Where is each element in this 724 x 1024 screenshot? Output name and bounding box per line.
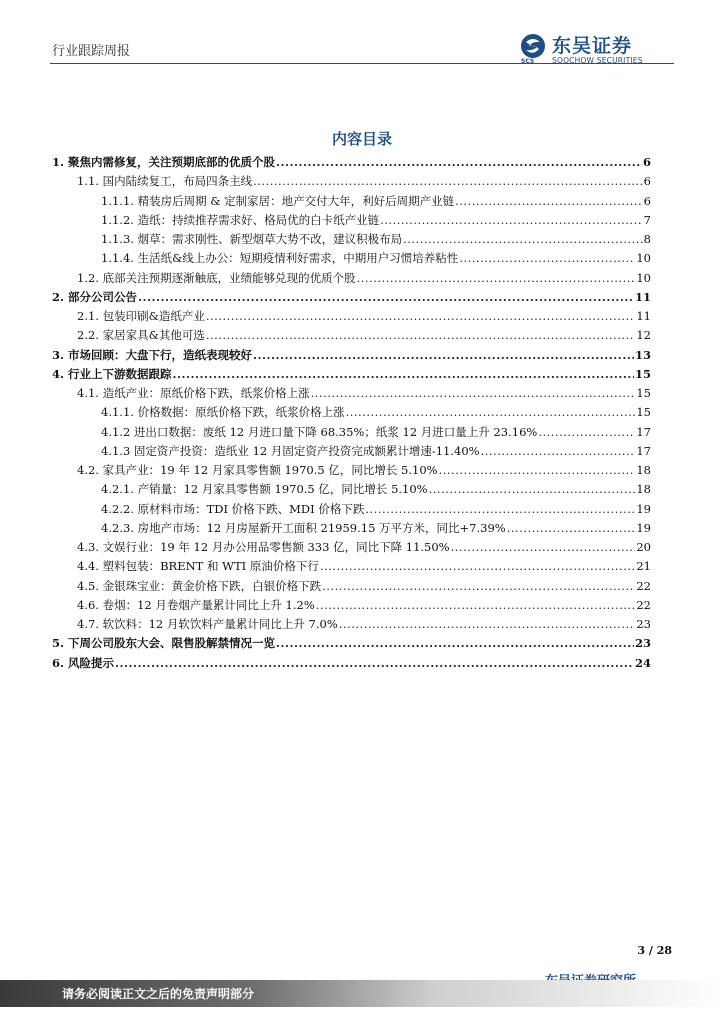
toc-entry[interactable]	[52, 462, 651, 481]
toc-entry-page: 23	[634, 636, 651, 651]
toc-entry-label: 1.1.4. 生活纸&线上办公：短期疫情利好需求，中期用户习惯培养粘性	[101, 251, 459, 266]
toc-leader-dots	[380, 213, 643, 227]
toc-entry-page: 13	[634, 347, 651, 362]
toc-leader-dots	[320, 559, 636, 573]
toc-entry[interactable]	[52, 424, 651, 443]
soochow-securities-logo	[520, 31, 672, 65]
toc-entry[interactable]	[52, 578, 651, 597]
toc-entry[interactable]	[52, 501, 651, 520]
toc-entry[interactable]	[52, 597, 651, 616]
toc-entry-label: 1.1.1. 精装房后周期 & 定制家居：地产交付大年，利好后周期产业链	[101, 193, 455, 208]
toc-leader-dots	[429, 482, 636, 496]
toc-entry-label: 4.7. 软饮料：12 月软饮料产量累计同比上升 7.0%	[77, 617, 338, 631]
toc-entry-page: 15	[636, 386, 651, 400]
toc-entry-label: 4.1.1. 价格数据：原纸价格下跌，纸浆价格上涨	[101, 405, 345, 420]
toc-entry-page: 19	[636, 520, 651, 535]
toc-leader-dots	[451, 540, 636, 554]
toc-entry-page: 6	[642, 155, 651, 169]
toc-entry-page: 18	[636, 463, 651, 477]
logo-chinese-name: 东吴证券	[552, 35, 633, 57]
toc-entry-label: 2.2. 家居家具&其他可选	[77, 328, 205, 343]
toc-leader-dots	[322, 579, 635, 593]
toc-leader-dots	[339, 617, 636, 631]
toc-leader-dots	[316, 598, 636, 612]
toc-entry[interactable]	[52, 193, 651, 212]
toc-entry-page: 20	[636, 540, 651, 554]
disclaimer-text: 请务必阅读正文之后的免责声明部分	[62, 987, 255, 1001]
toc-entry[interactable]	[52, 173, 651, 192]
soochow-logo-icon	[520, 33, 546, 59]
toc-leader-dots	[365, 502, 635, 516]
footer-disclaimer-bar	[0, 980, 724, 1007]
toc-leader-dots	[253, 174, 643, 188]
toc-entry-page: 15	[634, 366, 651, 381]
toc-entry-page: 12	[636, 328, 651, 343]
toc-entry-label: 4.4. 塑料包装：BRENT 和 WTI 原油价格下行	[77, 559, 319, 574]
toc-leader-dots	[206, 309, 636, 323]
toc-leader-dots	[403, 232, 643, 246]
toc-entry-label: 1.1. 国内陆续复工，布局四条主线	[77, 174, 253, 189]
page-number: 3 / 28	[637, 944, 672, 957]
toc-entry-label: 4.2. 家具产业：19 年 12 月家具零售额 1970.5 亿，同比增长 5.10%	[77, 463, 438, 477]
toc-entry[interactable]	[52, 655, 651, 674]
toc-entry-page: 6	[643, 174, 651, 189]
toc-leader-dots	[357, 271, 636, 285]
toc-entry-page: 17	[636, 443, 651, 458]
toc-entry-label: 4.6. 卷烟：12 月卷烟产量累计同比上升 1.2%	[77, 597, 315, 612]
toc-leader-dots	[276, 636, 634, 650]
report-type-label: 行业跟踪周报	[52, 44, 131, 59]
toc-entry[interactable]	[52, 231, 651, 250]
toc-entry-label: 4.1.2 进出口数据：废纸 12 月进口量下降 68.35%；纸浆 12 月进口量上升 23.16%	[101, 424, 538, 439]
toc-entry-label: 6. 风险提示	[52, 655, 115, 670]
toc-entry-page: 10	[636, 270, 651, 285]
toc-leader-dots	[206, 328, 636, 342]
toc-entry-page: 11	[636, 309, 651, 323]
toc-entry-label: 4.2.3. 房地产市场：12 月房屋新开工面积 21959.15 万平方米，同比+7.39%	[101, 520, 506, 535]
logo-abbreviation: SCS	[521, 58, 535, 65]
toc-leader-dots	[481, 444, 636, 458]
toc-entry[interactable]	[52, 404, 651, 423]
toc-entry-label: 3. 市场回顾：大盘下行，造纸表现较好	[52, 347, 253, 362]
toc-leader-dots	[538, 425, 635, 439]
toc-entry-label: 5. 下周公司股东大会、限售股解禁情况一览	[52, 636, 276, 651]
toc-entry[interactable]	[52, 385, 651, 404]
toc-entry[interactable]	[52, 539, 651, 558]
toc-entry[interactable]	[52, 347, 651, 366]
toc-entry-page: 8	[643, 232, 651, 246]
toc-leader-dots	[173, 367, 634, 381]
toc-entry-label: 4.1.3 固定资产投资：造纸业 12 月固定资产投资完成额累计增速-11.40%	[101, 443, 480, 458]
toc-entry-page: 7	[643, 212, 651, 227]
toc-entry-page: 10	[636, 251, 651, 266]
toc-leader-dots	[459, 251, 635, 265]
toc-entry[interactable]	[52, 250, 651, 269]
toc-leader-dots	[276, 155, 642, 169]
toc-entry-label: 1. 聚焦内需修复，关注预期底部的优质个股	[52, 155, 276, 169]
toc-entry[interactable]	[52, 635, 651, 654]
logo-english-name: SOOCHOW SECURITIES	[552, 56, 643, 65]
toc-entry[interactable]	[52, 327, 651, 346]
toc-entry-page: 23	[636, 617, 651, 631]
toc-entry[interactable]	[52, 212, 651, 231]
toc-entry[interactable]	[52, 289, 651, 308]
toc-leader-dots	[311, 386, 636, 400]
toc-entry-page: 22	[636, 578, 651, 593]
toc-entry-label: 4.2.2. 原材料市场：TDI 价格下跌、MDI 价格下跌	[101, 501, 365, 516]
toc-leader-dots	[346, 405, 636, 419]
toc-leader-dots	[455, 194, 643, 208]
toc-entry[interactable]	[52, 520, 651, 539]
toc-entry[interactable]	[52, 270, 651, 289]
toc-leader-dots	[115, 656, 634, 670]
toc-entry-label: 1.1.2. 造纸：持续推荐需求好、格局优的白卡纸产业链	[101, 212, 380, 227]
toc-entry-label: 4.2.1. 产销量：12 月家具零售额 1970.5 亿，同比增长 5.10%	[101, 482, 428, 497]
toc-entry[interactable]	[52, 481, 651, 500]
toc-entry-label: 2.1. 包装印刷&造纸产业	[77, 309, 205, 323]
toc-entry-label: 1.2. 底部关注预期逐渐触底，业绩能够兑现的优质个股	[77, 270, 356, 285]
toc-entry-page: 21	[636, 559, 651, 574]
table-of-contents	[52, 154, 651, 674]
toc-entry-page: 17	[636, 424, 651, 439]
toc-leader-dots	[253, 348, 634, 362]
toc-entry-label: 4.5. 金银珠宝业：黄金价格下跌，白银价格下跌	[77, 578, 322, 593]
toc-entry[interactable]	[52, 308, 651, 327]
toc-entry-page: 6	[643, 193, 651, 208]
toc-leader-dots	[138, 290, 634, 304]
header-divider	[50, 63, 674, 64]
toc-entry-label: 2. 部分公司公告	[52, 289, 138, 304]
toc-entry[interactable]	[52, 558, 651, 577]
toc-entry-page: 11	[634, 289, 651, 304]
toc-leader-dots	[439, 463, 636, 477]
toc-title: 内容目录	[331, 130, 392, 148]
toc-entry-page: 19	[636, 501, 651, 516]
toc-entry[interactable]	[52, 366, 651, 385]
toc-leader-dots	[507, 521, 636, 535]
toc-entry-label: 4.1. 造纸产业：原纸价格下跌，纸浆价格上涨	[77, 386, 310, 400]
toc-entry-page: 24	[634, 655, 651, 670]
toc-entry[interactable]	[52, 616, 651, 635]
toc-entry[interactable]	[52, 443, 651, 462]
toc-entry[interactable]	[52, 154, 651, 173]
toc-entry-page: 22	[636, 597, 651, 612]
toc-entry-label: 4. 行业上下游数据跟踪	[52, 366, 172, 381]
toc-entry-page: 18	[636, 482, 651, 497]
toc-entry-label: 4.3. 文娱行业：19 年 12 月办公用品零售额 333 亿，同比下降 11.50%	[77, 540, 450, 554]
toc-entry-page: 15	[636, 405, 651, 420]
toc-entry-label: 1.1.3. 烟草：需求刚性、新型烟草大势不改，建议积极布局	[101, 232, 403, 246]
